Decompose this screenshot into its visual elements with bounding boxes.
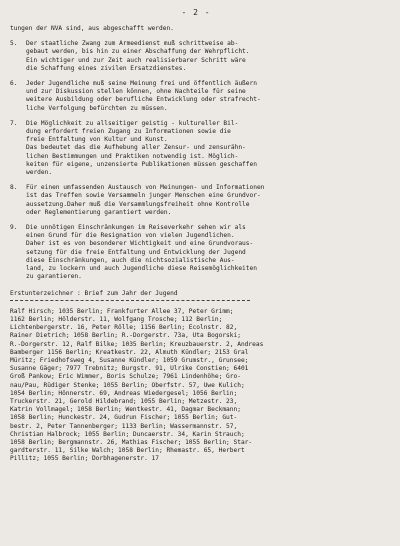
demand-number: 5. <box>10 40 18 48</box>
intro-line: tungen der NVA sind, aus abgeschafft werden. <box>10 25 174 32</box>
text-line: aussetzung.Daher muß die Versammlungsfreiheit ohne Kontrolle <box>26 200 250 208</box>
demand-text <box>26 120 382 177</box>
signatory-line: Rainer Dietrich; 1058 Berlin; R.-Dorgerstr. 73a, Uta Bogorski; <box>10 332 241 340</box>
text-line: freie Entfaltung von Kultur und Kunst. <box>26 136 168 144</box>
text-line: keiten für eigene, unzensierte Publikationen müssen geschaffen <box>26 160 257 168</box>
text-line: dung erfordert freien Zugang zu Informationen sowie die <box>26 128 231 136</box>
signatory-line: Truckerstr. 21, Gerold Hildebrand; 1055 Berlin; Metzestr. 23, <box>10 397 238 405</box>
text-line: gebaut werden, bis hin zu einer Abschaffung der Wehrpflicht. <box>26 48 250 56</box>
signatories-title: Erstunterzeichner : Brief zum Jahr der Jugend <box>10 290 178 298</box>
signatory-line: nau/Pau, Rüdiger Stenke; 1055 Berlin; Oberfstr. 57, Uwe Kulich; <box>10 381 245 389</box>
signatory-line: Susanne Gäger; 7977 Trebnitz; Burgstr. 91, Ulrike Constien; 6401 <box>10 365 249 373</box>
text-line: werden. <box>26 169 53 177</box>
text-line: Die unnötigen Einschränkungen im Reiseverkehr sehen wir als <box>26 224 246 232</box>
demand-number: 7. <box>10 119 18 127</box>
text-line: setzung für die freie Entfaltung und Entwicklung der Jugend <box>26 248 246 256</box>
signatory-line: Katrin Vollmagel; 1058 Berlin; Wentkestr. 41, Dagmar Beckmann; <box>10 406 241 414</box>
demand-text <box>26 80 382 113</box>
demand-text <box>26 40 382 73</box>
signatory-line: Ralf Hirsch; 1035 Berlin; Frankfurter Allee 37, Peter Grimm; <box>10 307 234 315</box>
text-line: land, zu lockern und auch Jugendliche diese Reisemöglichkeiten <box>26 265 257 273</box>
text-line: die Schaffung eines zivilen Ersatzdienstes. <box>26 64 187 72</box>
signatory-line: Christian Halbrock; 1055 Berlin; Duncaerstr. 34, Karin Strauch; <box>10 430 245 438</box>
text-line: und zur Diskussion stellen können, ohne Nachteile für seine <box>26 88 246 96</box>
demands-list <box>10 40 382 281</box>
signatory-line: Müritz; Friedhofsweg 4, Susanne Kündler; 1059 Grumstr., Grunsee; <box>10 356 249 364</box>
text-line: zu garantieren. <box>26 273 82 281</box>
demand-item <box>10 224 382 281</box>
demand-text <box>26 184 382 217</box>
demand-text <box>26 224 382 281</box>
text-line: lichen Bestimmungen und Praktiken notwendig ist. Möglich- <box>26 152 239 160</box>
signatory-line: Lichtenbergerstr. 16, Peter Rölle; 1156 Berlin; Ecolnstr. 82, <box>10 324 238 332</box>
text-line: einen Grund für die Resignation von vielen Jugendlichen. <box>26 232 235 240</box>
signatory-line: R.-Dorgerstr. 12, Ralf Bilke; 1035 Berlin; Kreuzbauerstr. 2, Andreas <box>10 340 264 348</box>
demand-item <box>10 40 382 73</box>
demand-number: 6. <box>10 80 18 88</box>
signatory-line: Bamberger 1156 Berlin; Kreatkestr. 22, Almuth Kündler; 2153 Gral <box>10 348 249 356</box>
signatory-line: 1162 Berlin; Hölderstr. 11, Wolfgang Trosche; 112 Berlin; <box>10 315 223 323</box>
demand-item <box>10 184 382 217</box>
signatory-line: 1054 Berlin; Hönnerstr. 69, Andreas Wiedergesel; 1056 Berlin; <box>10 389 238 397</box>
title-underline <box>10 300 250 302</box>
demand-number: 9. <box>10 224 18 232</box>
signatory-line: 1058 Berlin; Bergmannstr. 26, Mathias Fischer; 1055 Berlin; Star- <box>10 438 253 446</box>
text-line: Die Möglichkeit zu allseitiger geistig - kultureller Bil- <box>26 119 239 127</box>
text-line: Ein wichtiger und zur Zeit auch realisierbarer Schritt wäre <box>26 56 246 64</box>
signatory-line: Pillitz; 1055 Berlin; Dorbhagenerstr. 17 <box>10 455 160 463</box>
demand-item <box>10 120 382 177</box>
text-line: oder Reglementierung garantiert werden. <box>26 208 172 216</box>
text-line: Daher ist es von besonderer Wichtigkeit und eine Grundvoraus- <box>26 240 254 248</box>
text-line: weitere Ausbildung oder berufliche Entwicklung oder strafrecht- <box>26 96 261 104</box>
page-number-header: - 2 - <box>181 8 211 17</box>
demand-number: 8. <box>10 184 18 192</box>
signatory-line: Groß Pankow; Eric Wimmer, Boris Schulze; 7961 Lindenhöhe; Gro- <box>10 373 241 381</box>
text-line: Das bedeutet das die Aufhebung aller Zensur- und zensurähn- <box>26 144 246 152</box>
signatories-list <box>10 308 382 464</box>
signatory-line: gardterstr. 11, Silke Walch; 1058 Berlin; Rhemastr. 65, Herbert <box>10 447 245 455</box>
demand-item <box>10 80 382 113</box>
text-line: liche Verfolgung befürchten zu müssen. <box>26 104 168 112</box>
text-line: Der staatliche Zwang zum Armeedienst muß schrittweise ab- <box>26 40 239 48</box>
signatory-line: bestr. 2, Peter Tannenberger; 1133 Berlin; Wassermannstr. 57, <box>10 422 238 430</box>
text-line: ist das Treffen sowie Versammeln junger Menschen eine Grundvor- <box>26 192 261 200</box>
text-line: diese Einschränkungen, auch die nichtsozialistische Aus- <box>26 256 235 264</box>
text-line: Für einen umfassenden Austausch von Meinungen- und Informationen <box>26 184 265 192</box>
text-line: Jeder Jugendliche muß seine Meinung frei und öffentlich äußern <box>26 80 257 88</box>
signatory-line: 1058 Berlin; Hunckestr. 24, Gudrun Fischer; 1055 Berlin; Gut- <box>10 414 238 422</box>
